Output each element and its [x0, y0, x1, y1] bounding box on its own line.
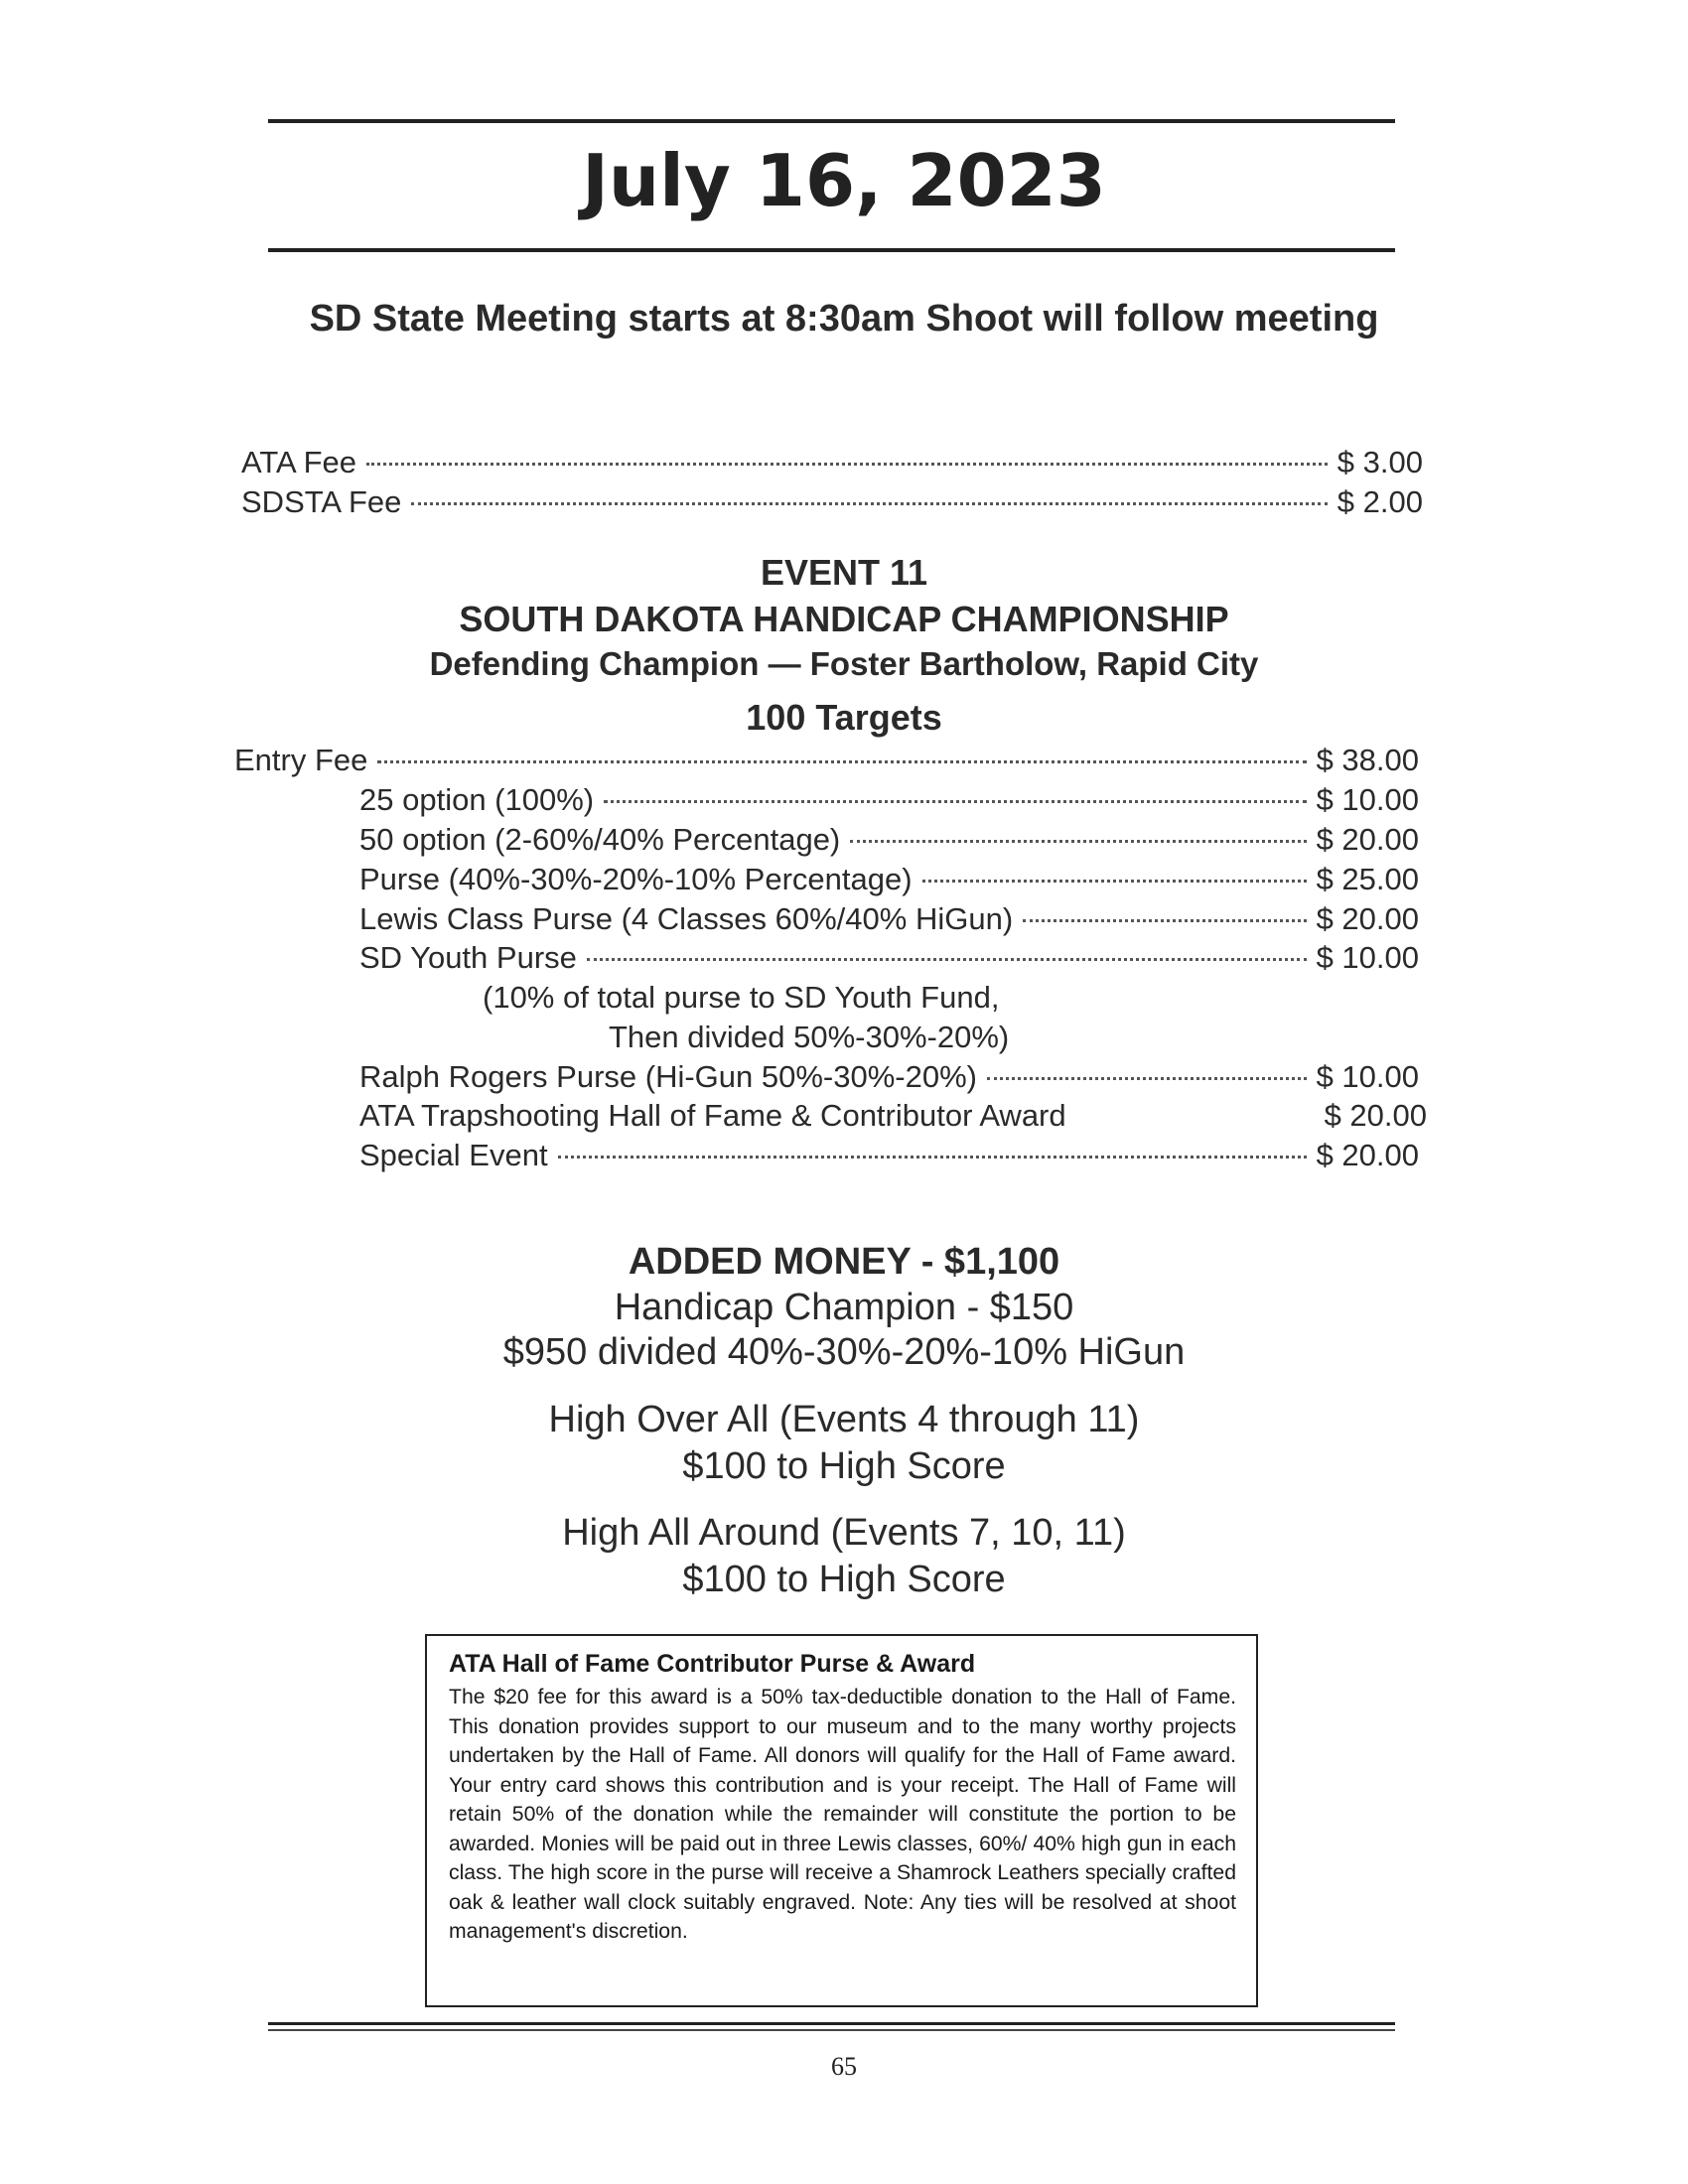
hall-of-fame-notice-box	[425, 1634, 1258, 2007]
fee-label: ATA Fee	[241, 445, 357, 479]
option-amount: $ 10.00	[1316, 940, 1419, 975]
option-row	[359, 940, 1419, 976]
option-amount: $ 10.00	[1316, 782, 1419, 817]
dot-leader	[366, 463, 1328, 466]
option-row	[359, 1059, 1419, 1095]
dot-leader	[1023, 919, 1306, 922]
top-rule	[268, 119, 1395, 123]
added-money-line-2: $950 divided 40%-30%-20%-10% HiGun	[502, 1331, 1186, 1373]
option-amount: $ 10.00	[1316, 1059, 1419, 1094]
fee-row-ata	[241, 445, 1423, 480]
defending-champion: Defending Champion — Foster Bartholow, Rapid City	[429, 645, 1259, 682]
option-label: Ralph Rogers Purse (Hi-Gun 50%-30%-20%)	[359, 1059, 977, 1094]
high-all-around-line-1: High All Around (Events 7, 10, 11)	[562, 1512, 1126, 1554]
youth-note-line-2: Then divided 50%-30%-20%)	[609, 1020, 1010, 1054]
dot-leader	[604, 800, 1306, 803]
event-targets: 100 Targets	[746, 697, 942, 738]
high-over-all-line-2: $100 to High Score	[682, 1445, 1006, 1487]
dot-leader	[558, 1156, 1307, 1159]
dot-leader	[987, 1077, 1307, 1080]
option-label: 25 option (100%)	[359, 782, 595, 817]
option-row	[359, 901, 1419, 937]
option-amount: $ 20.00	[1316, 822, 1419, 857]
option-label: ATA Trapshooting Hall of Fame & Contributor Award	[359, 1098, 1066, 1133]
dot-leader	[850, 840, 1306, 843]
fee-label: SDSTA Fee	[241, 484, 402, 519]
option-row	[359, 862, 1419, 897]
option-label: Special Event	[359, 1138, 548, 1172]
high-over-all-line-1: High Over All (Events 4 through 11)	[548, 1399, 1140, 1440]
option-amount: $ 20.00	[1324, 1098, 1427, 1133]
event-name: SOUTH DAKOTA HANDICAP CHAMPIONSHIP	[459, 599, 1229, 639]
notice-body: The $20 fee for this award is a 50% tax-deductible donation to the Hall of Fame. This donation provides support to our museum and to the many worthy projects undertaken by the Hall of Fame. All donors will qualify for the Hall of Fame award. Your entry card shows this contribution and is your receipt. The Hall of Fame will retain 50% of the donation while the remainder will constitute the portion to be awarded. Monies will be paid out in three Lewis classes, 60%/ 40% high gun in each class. The high score in the purse will receive a Shamrock Leathers specially crafted oak & leather wall clock suitably engraved. Note: Any ties will be resolved at shoot management's discretion.	[449, 1686, 1236, 1943]
dot-leader	[587, 958, 1307, 961]
footer-rule	[268, 2022, 1395, 2025]
entry-fee-amount: $ 38.00	[1316, 743, 1419, 777]
added-money-line-1: Handicap Champion - $150	[614, 1287, 1074, 1328]
option-label: 50 option (2-60%/40% Percentage)	[359, 822, 841, 857]
option-row	[359, 1098, 1427, 1134]
fee-row-sdsta	[241, 484, 1423, 520]
added-money-heading: ADDED MONEY - $1,100	[628, 1241, 1060, 1283]
option-row	[359, 782, 1419, 818]
high-all-around-line-2: $100 to High Score	[682, 1559, 1006, 1600]
footer-rule-thin	[268, 2029, 1395, 2031]
notice-title: ATA Hall of Fame Contributor Purse & Award	[449, 1650, 976, 1678]
page-title: July 16, 2023	[582, 139, 1106, 222]
dot-leader	[377, 760, 1306, 763]
option-row	[359, 1138, 1419, 1173]
option-label: Purse (40%-30%-20%-10% Percentage)	[359, 862, 913, 896]
dot-leader	[411, 502, 1327, 505]
option-label: Lewis Class Purse (4 Classes 60%/40% HiGun)	[359, 901, 1014, 936]
option-amount: $ 20.00	[1316, 901, 1419, 936]
entry-fee-label: Entry Fee	[234, 743, 368, 777]
option-amount: $ 25.00	[1316, 862, 1419, 896]
option-label: SD Youth Purse	[359, 940, 577, 975]
event-number: EVENT 11	[760, 552, 928, 593]
fee-amount: $ 2.00	[1336, 484, 1423, 519]
entry-fee-row	[234, 743, 1419, 778]
option-row	[359, 822, 1419, 858]
option-amount: $ 20.00	[1316, 1138, 1419, 1172]
title-bottom-rule	[268, 248, 1395, 252]
fee-amount: $ 3.00	[1336, 445, 1423, 479]
youth-note-line-1: (10% of total purse to SD Youth Fund,	[483, 980, 1000, 1015]
page-number: 65	[831, 2052, 857, 2081]
meeting-note: SD State Meeting starts at 8:30am Shoot will follow meeting	[309, 298, 1379, 340]
dot-leader	[922, 880, 1307, 883]
